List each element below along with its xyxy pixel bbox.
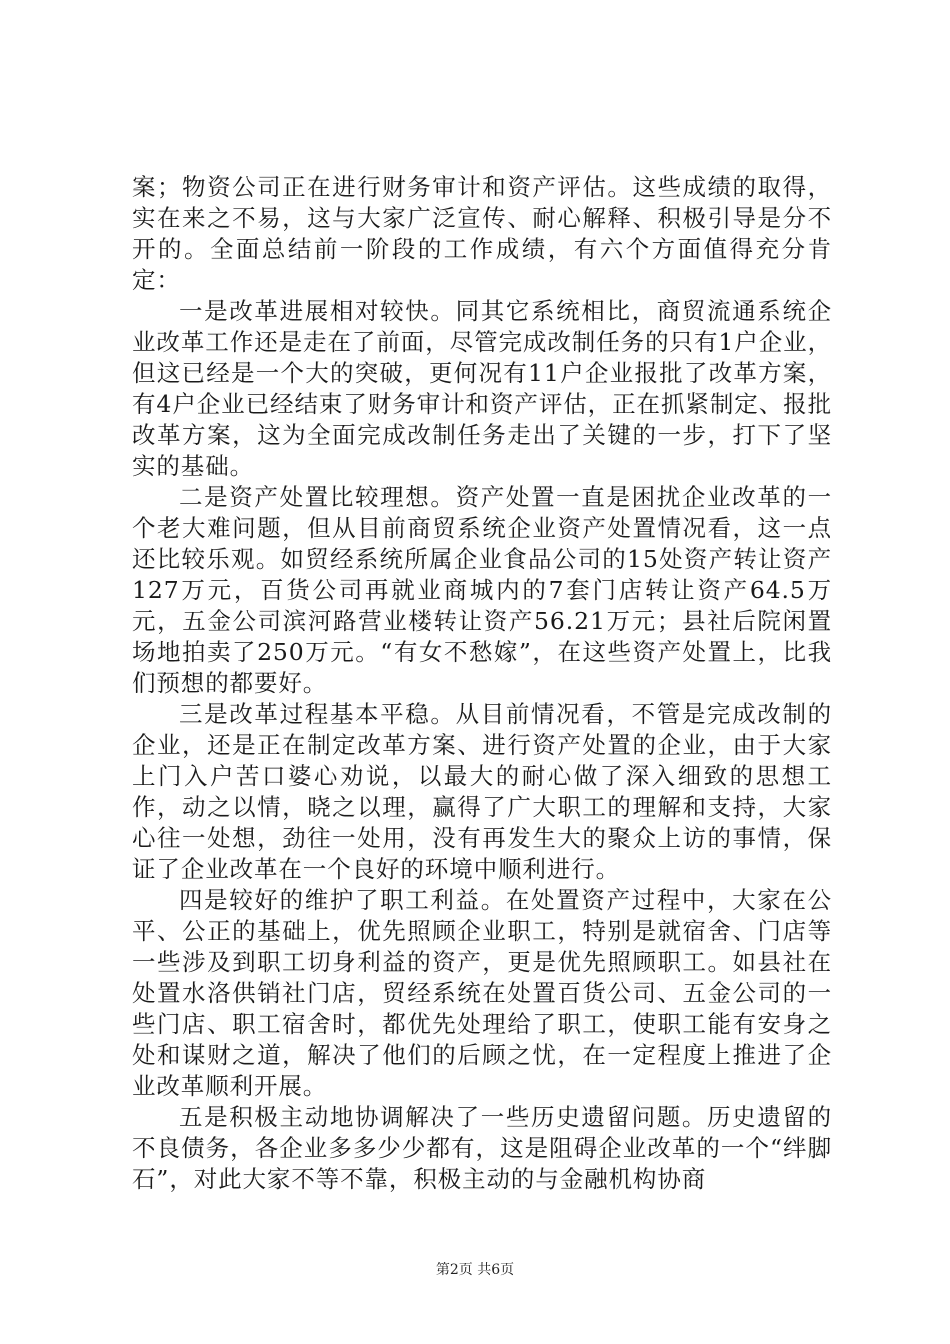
document-body: [132, 172, 832, 1195]
paragraph-point-2: 二是资产处置比较理想。资产处置一直是困扰企业改革的一个老大难问题，但从目前商贸系统企业资产处置情况看，这一点还比较乐观。如贸经系统所属企业食品公司的15处资产转让资产127万元，百货公司再就业商城内的7套门店转让资产64.5万元，五金公司滨河路营业楼转让资产56.21万元；县社后院闲置场地拍卖了250万元。“有女不愁嫁”，在这些资产处置上，比我们预想的都要好。: [132, 483, 832, 697]
paragraph-point-1: 一是改革进展相对较快。同其它系统相比，商贸流通系统企业改革工作还是走在了前面，尽管完成改制任务的只有1户企业，但这已经是一个大的突破，更何况有11户企业报批了改革方案，有4户企业已经结束了财务审计和资产评估，正在抓紧制定、报批改革方案，这为全面完成改制任务走出了关键的一步，打下了坚实的基础。: [132, 297, 832, 480]
paragraph-point-3: 三是改革过程基本平稳。从目前情况看，不管是完成改制的企业，还是正在制定改革方案、进行资产处置的企业，由于大家上门入户苦口婆心劝说，以最大的耐心做了深入细致的思想工作，动之以情，晓之以理，赢得了广大职工的理解和支持，大家心往一处想，劲往一处用，没有再发生大的聚众上访的事情，保证了企业改革在一个良好的环境中顺利进行。: [132, 700, 832, 883]
paragraph-intro: 案；物资公司正在进行财务审计和资产评估。这些成绩的取得，实在来之不易，这与大家广泛宣传、耐心解释、积极引导是分不开的。全面总结前一阶段的工作成绩，有六个方面值得充分肯定：: [132, 173, 832, 294]
paragraph-point-4: 四是较好的维护了职工利益。在处置资产过程中，大家在公平、公正的基础上，优先照顾企业职工，特别是就宿舍、门店等一些涉及到职工切身利益的资产，更是优先照顾职工。如县社在处置水洛供销社门店，贸经系统在处置百货公司、五金公司的一些门店、职工宿舍时，都优先处理给了职工，使职工能有安身之处和谋财之道，解决了他们的后顾之忧，在一定程度上推进了企业改革顺利开展。: [132, 886, 832, 1100]
page-number-footer: 第2页 共6页: [435, 1262, 515, 1278]
paragraph-point-5: 五是积极主动地协调解决了一些历史遗留问题。历史遗留的不良债务，各企业多多少少都有，这是阻碍企业改革的一个“绊脚石”，对此大家不等不靠，积极主动的与金融机构协商: [132, 1103, 832, 1193]
